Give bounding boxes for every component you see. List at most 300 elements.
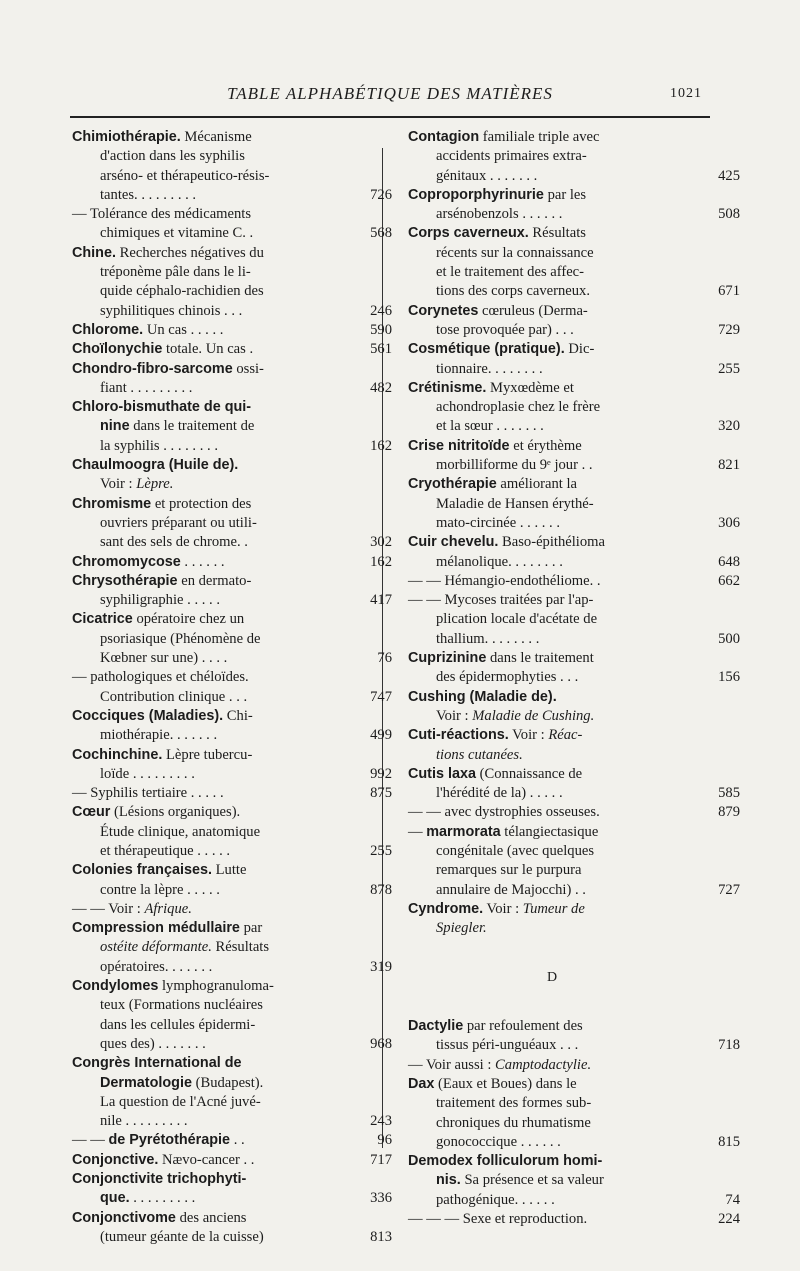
index-line	[408, 726, 696, 745]
index-line	[72, 340, 392, 359]
entry-description: cœruleus (Derma-	[478, 302, 588, 319]
entry-description: en dermato-	[177, 572, 252, 589]
entry-description: accidents primaires extra-	[436, 148, 587, 165]
entry-text	[100, 649, 227, 668]
entry-text	[72, 977, 274, 996]
entry-text	[408, 379, 574, 398]
column-separator	[382, 148, 383, 1148]
entry-description: — Voir aussi :	[408, 1056, 496, 1073]
entry-keyword: Coproporphyrinurie	[408, 186, 544, 203]
entry-description: Voir :	[483, 900, 523, 917]
index-line	[72, 475, 348, 494]
entry-text	[100, 514, 257, 533]
entry-text	[436, 417, 544, 436]
entry-description: morbilliforme du 9ᵉ jour . .	[436, 457, 593, 474]
entry-description: par	[239, 920, 263, 937]
entry-text	[408, 128, 599, 147]
index-line	[408, 456, 740, 475]
entry-description: et le traitement des affec-	[436, 264, 585, 281]
index-line	[72, 360, 348, 379]
page-reference: 590	[370, 321, 392, 338]
entry-keyword: Chimiothérapie.	[72, 129, 181, 145]
index-line	[72, 1228, 392, 1247]
entry-text	[408, 1056, 591, 1075]
entry-text	[436, 919, 487, 938]
entry-description: congénitale (avec quelques	[436, 842, 595, 859]
entry-description: (tumeur géante de la cuisse)	[100, 1228, 264, 1245]
entry-keyword: Dermatologie	[100, 1074, 192, 1091]
running-title: TABLE ALPHABÉTIQUE DES MATIÈRES	[227, 84, 553, 103]
entry-text	[100, 302, 242, 321]
entry-text	[436, 147, 587, 166]
entry-description: — — avec dystrophies osseuses.	[408, 804, 600, 821]
entry-description: tréponème pâle dans le li-	[100, 264, 251, 281]
entry-text	[436, 398, 600, 417]
index-line	[72, 572, 348, 591]
page-reference: 336	[370, 1190, 392, 1207]
page-reference: 992	[370, 765, 392, 782]
index-line	[72, 1016, 348, 1035]
entry-reference: tions cutanées.	[436, 746, 523, 763]
entry-text	[408, 437, 582, 456]
page-reference: 156	[718, 669, 740, 686]
index-line	[408, 263, 696, 282]
page-reference: 727	[718, 881, 740, 898]
index-line	[72, 610, 348, 629]
entry-description: — pathologiques et chéloïdes.	[72, 669, 249, 686]
header-rule	[70, 116, 710, 118]
entry-text	[72, 861, 246, 880]
entry-description: familiale triple avec	[479, 129, 600, 145]
entry-text	[100, 533, 248, 552]
entry-text	[72, 340, 253, 359]
index-line	[72, 726, 392, 745]
page-reference: 747	[370, 688, 392, 705]
entry-text	[100, 263, 251, 282]
entry-description: par les	[543, 186, 587, 203]
entry-text	[436, 514, 560, 533]
index-line	[72, 861, 348, 880]
index-line	[408, 321, 740, 340]
entry-text	[436, 1094, 591, 1113]
entry-text	[408, 1075, 577, 1094]
entry-text	[100, 186, 196, 205]
entry-keyword: Conjonctivite trichophyti-	[72, 1171, 247, 1188]
entry-text	[100, 938, 269, 957]
entry-keyword: Chromomycose	[72, 553, 181, 570]
entry-text	[100, 147, 245, 166]
index-line	[408, 572, 740, 591]
index-line	[408, 746, 696, 765]
entry-description: teux (Formations nucléaires	[100, 997, 263, 1014]
index-line	[72, 398, 348, 417]
entry-text	[436, 1171, 604, 1190]
index-line	[408, 205, 740, 224]
index-line	[72, 649, 392, 668]
entry-text	[72, 919, 262, 938]
entry-description: . . . . . . . . .	[129, 1190, 196, 1207]
index-line	[72, 1209, 348, 1228]
entry-keyword: Chondro-fibro-sarcome	[72, 360, 233, 377]
entry-description: remarques sur le purpura	[436, 862, 582, 879]
page-reference: 76	[377, 650, 392, 667]
index-line	[408, 630, 740, 649]
entry-description: chimiques et vitamine C. .	[100, 225, 254, 242]
index-line	[72, 591, 392, 610]
index-line	[72, 1189, 392, 1208]
entry-keyword: Condylomes	[72, 978, 159, 995]
entry-text	[72, 205, 251, 224]
entry-keyword: Corps caverneux.	[408, 225, 529, 242]
index-line	[72, 900, 348, 919]
entry-description: . .	[230, 1132, 245, 1149]
index-line	[408, 302, 696, 321]
index-line	[72, 533, 392, 552]
entry-description: dans le traitement de	[129, 418, 255, 435]
index-line	[408, 437, 696, 456]
entry-keyword: Chrysothérapie	[72, 572, 178, 589]
entry-description: dans le traitement	[486, 650, 594, 667]
entry-keyword: Conjonctive.	[72, 1151, 159, 1168]
page-reference: 729	[718, 321, 740, 338]
entry-description: (Budapest).	[191, 1074, 264, 1091]
entry-description: Résultats	[528, 225, 586, 242]
index-line	[72, 765, 392, 784]
entry-text	[436, 1191, 555, 1210]
entry-text	[436, 610, 597, 629]
entry-text	[100, 417, 254, 436]
entry-description: nile . . . . . . . . .	[100, 1113, 188, 1130]
entry-description: tantes. . . . . . . . .	[100, 186, 197, 203]
index-line	[408, 881, 740, 900]
index-line	[72, 553, 392, 572]
entry-description: — Tolérance des médicaments	[72, 206, 252, 223]
entry-description: — Syphilis tertiaire . . . . .	[72, 785, 224, 802]
index-line	[72, 263, 348, 282]
left-column	[72, 128, 392, 1247]
index-line	[408, 1094, 696, 1113]
entry-description: Voir :	[100, 476, 137, 493]
index-line	[408, 668, 740, 687]
entry-text	[408, 533, 605, 552]
page-reference: 499	[370, 727, 392, 744]
entry-text	[408, 224, 586, 243]
entry-text	[436, 630, 539, 649]
entry-description: Lutte	[211, 862, 247, 879]
entry-text	[72, 128, 252, 147]
entry-description: Un cas . . . . .	[143, 321, 224, 338]
index-line	[408, 610, 696, 629]
entry-keyword: Cochinchine.	[72, 746, 163, 763]
entry-keyword: Chine.	[72, 244, 116, 261]
entry-text	[408, 1210, 587, 1229]
index-line	[408, 1075, 696, 1094]
entry-text	[72, 1151, 254, 1170]
entry-description: miothérapie. . . . . . .	[100, 727, 218, 744]
entry-description: et la sœur . . . . . . .	[436, 418, 544, 435]
index-line	[408, 707, 696, 726]
page-reference: 320	[718, 418, 740, 435]
entry-text	[100, 1074, 263, 1093]
index-line	[72, 495, 348, 514]
page-number: 1021	[670, 86, 702, 101]
entry-text	[408, 340, 594, 359]
entry-text	[100, 379, 192, 398]
entry-text	[408, 1017, 583, 1036]
entry-text	[100, 224, 253, 243]
index-line	[408, 340, 696, 359]
index-line	[408, 379, 696, 398]
entry-description: psoriasique (Phénomène de	[100, 630, 261, 647]
entry-description: mélanolique. . . . . . . .	[436, 553, 563, 570]
entry-text	[72, 900, 192, 919]
entry-description: génitaux . . . . . . .	[436, 167, 538, 184]
entry-description: sant des sels de chrome. .	[100, 534, 248, 551]
page-reference: 243	[370, 1113, 392, 1130]
entry-keyword: Cutis laxa	[408, 765, 476, 782]
entry-text	[436, 784, 563, 803]
entry-description: récents sur la connaissance	[436, 244, 594, 261]
index-line	[72, 842, 392, 861]
page-reference: 500	[718, 630, 740, 647]
entry-text	[72, 610, 244, 629]
entry-text	[100, 726, 217, 745]
entry-text	[408, 765, 582, 784]
entry-keyword: Cœur	[72, 804, 111, 821]
index-line	[72, 1151, 392, 1170]
entry-text	[100, 765, 195, 784]
entry-description: ques des) . . . . . . .	[100, 1035, 206, 1052]
entry-text	[72, 321, 223, 340]
entry-text	[436, 746, 523, 765]
entry-description: par refoulement des	[463, 1018, 583, 1035]
entry-description: des épidermophyties . . .	[436, 669, 579, 686]
index-line	[408, 861, 696, 880]
index-line	[408, 282, 740, 301]
entry-text	[100, 475, 173, 494]
entry-keyword: marmorata	[426, 823, 501, 840]
entry-keyword: Corynetes	[408, 302, 479, 319]
index-line	[72, 668, 348, 687]
entry-description: quide céphalo-rachidien des	[100, 283, 264, 300]
entry-text	[100, 437, 218, 456]
index-line	[408, 398, 696, 417]
page-reference: 255	[370, 842, 392, 859]
entry-keyword: Conjonctivome	[72, 1209, 176, 1226]
page-reference: 74	[725, 1191, 740, 1208]
entry-keyword: Crise nitritoïde	[408, 437, 510, 454]
entry-keyword: Cosmétique (pratique).	[408, 341, 565, 358]
right-column	[408, 128, 740, 1229]
entry-description: pathogénique. . . . . .	[436, 1191, 555, 1208]
entry-text	[72, 572, 251, 591]
entry-description: des anciens	[175, 1209, 247, 1226]
entry-description: télangiectasique	[500, 823, 599, 840]
entry-description: Lèpre tubercu-	[162, 746, 253, 763]
index-line	[408, 1191, 740, 1210]
page-reference: 662	[718, 572, 740, 589]
index-line	[72, 205, 348, 224]
entry-keyword: Dax	[408, 1075, 435, 1092]
page-reference: 302	[370, 534, 392, 551]
entry-text	[436, 1133, 561, 1152]
entry-description: Baso-épithélioma	[498, 534, 605, 551]
entry-text	[436, 668, 578, 687]
page-reference: 96	[377, 1132, 392, 1149]
entry-keyword: de Pyrétothérapie	[108, 1132, 231, 1149]
spacer	[408, 938, 696, 957]
entry-description: Nævo-cancer . .	[158, 1151, 255, 1168]
entry-text	[100, 282, 264, 301]
index-line	[72, 996, 348, 1015]
entry-text	[436, 842, 594, 861]
entry-text	[408, 900, 585, 919]
page-reference: 726	[370, 186, 392, 203]
entry-text	[436, 881, 586, 900]
entry-keyword: Chlorome.	[72, 321, 144, 338]
index-line	[72, 881, 392, 900]
entry-keyword: que.	[100, 1190, 130, 1207]
entry-text	[72, 1170, 246, 1189]
entry-description: et protection des	[151, 495, 252, 512]
entry-description: fiant . . . . . . . . .	[100, 379, 193, 396]
page-reference: 718	[718, 1037, 740, 1054]
entry-keyword: Colonies françaises.	[72, 862, 212, 879]
entry-description: Maladie de Hansen érythé-	[436, 495, 594, 512]
entry-keyword: Congrès International de	[72, 1055, 242, 1072]
entry-description: dans les cellules épidermi-	[100, 1016, 256, 1033]
page-reference: 671	[718, 283, 740, 300]
entry-description: totale. Un cas .	[162, 341, 254, 358]
page-reference: 648	[718, 553, 740, 570]
index-line	[72, 630, 348, 649]
entry-text	[72, 803, 240, 822]
page-reference: 417	[370, 592, 392, 609]
entry-text	[72, 746, 252, 765]
entry-keyword: Cyndrome.	[408, 900, 484, 917]
page-reference: 246	[370, 302, 392, 319]
entry-description: opératoires. . . . . . .	[100, 958, 213, 975]
entry-description: et thérapeutique . . . . .	[100, 842, 231, 859]
entry-text	[100, 881, 220, 900]
index-line	[408, 823, 696, 842]
entry-reference: Tumeur de	[522, 900, 585, 917]
page-reference: 306	[718, 514, 740, 531]
entry-reference: Spiegler.	[436, 920, 487, 937]
index-line	[72, 456, 348, 475]
entry-description: Contribution clinique . . .	[100, 688, 248, 705]
entry-description: syphilitiques chinois . . .	[100, 302, 243, 319]
page-reference: 255	[718, 360, 740, 377]
index-line	[408, 147, 696, 166]
index-line	[408, 1133, 740, 1152]
entry-text	[436, 244, 594, 263]
entry-keyword: Cuir chevelu.	[408, 534, 499, 551]
entry-keyword: nis.	[436, 1172, 461, 1189]
entry-text	[100, 842, 230, 861]
entry-description: (Eaux et Boues) dans le	[434, 1075, 577, 1092]
entry-description: . . . . . .	[180, 553, 225, 570]
entry-description: plication locale d'acétate de	[436, 611, 598, 628]
entry-text	[408, 186, 586, 205]
index-line	[72, 1131, 392, 1150]
index-line	[72, 1093, 348, 1112]
index-line	[72, 1035, 392, 1054]
index-line	[72, 167, 348, 186]
entry-text	[100, 1189, 195, 1208]
entry-reference: Afrique.	[144, 900, 192, 917]
page-reference: 508	[718, 206, 740, 223]
entry-keyword: Choïlonychie	[72, 341, 163, 358]
index-line	[408, 360, 740, 379]
index-line	[408, 244, 696, 263]
entry-keyword: Chaulmoogra (Huile de).	[72, 457, 239, 474]
entry-keyword: Cryothérapie	[408, 476, 497, 493]
index-line	[408, 803, 740, 822]
entry-description: ossi-	[232, 360, 264, 377]
index-line	[72, 128, 348, 147]
entry-description: ouvriers préparant ou utili-	[100, 514, 257, 531]
entry-text	[408, 572, 601, 591]
entry-description: — — Hémangio-endothéliome. .	[408, 572, 601, 589]
entry-text	[436, 321, 574, 340]
index-line	[408, 688, 696, 707]
entry-description: tions des corps caverneux.	[436, 283, 590, 300]
entry-description: achondroplasie chez le frère	[436, 399, 601, 416]
entry-text	[100, 591, 220, 610]
entry-description: La question de l'Acné juvé-	[100, 1093, 261, 1110]
page-reference: 224	[718, 1211, 740, 1228]
entry-keyword: Demodex folliculorum homi-	[408, 1153, 603, 1170]
entry-text	[100, 1228, 264, 1247]
entry-reference: ostéite déformante.	[100, 939, 212, 956]
entry-description: améliorant la	[496, 476, 578, 493]
entry-text	[436, 553, 563, 572]
entry-text	[436, 205, 562, 224]
entry-text	[72, 456, 238, 475]
entry-text	[408, 302, 588, 321]
index-line	[72, 823, 348, 842]
index-line	[408, 1171, 696, 1190]
entry-reference: Maladie de Cushing.	[472, 707, 595, 724]
entry-description: la syphilis . . . . . . . .	[100, 437, 218, 454]
entry-description: tissus péri-unguéaux . . .	[436, 1037, 579, 1054]
index-line	[408, 224, 696, 243]
page-reference: 813	[370, 1228, 392, 1245]
entry-reference: Camptodactylie.	[495, 1056, 592, 1073]
entry-text	[408, 726, 582, 745]
entry-description: et érythème	[509, 437, 582, 454]
entry-keyword: Crétinisme.	[408, 379, 487, 396]
index-line	[408, 1114, 696, 1133]
page-reference: 815	[718, 1133, 740, 1150]
index-line	[408, 553, 740, 572]
entry-keyword: Contagion	[408, 129, 480, 145]
entry-description: — — Voir :	[72, 900, 145, 917]
entry-text	[100, 1112, 188, 1131]
entry-description: Sa présence et sa valeur	[460, 1172, 604, 1189]
entry-keyword: nine	[100, 418, 130, 435]
entry-text	[436, 495, 594, 514]
entry-description: mato-circinée . . . . . .	[436, 514, 560, 531]
page-reference: 162	[370, 437, 392, 454]
entry-dash: —	[408, 823, 427, 840]
entry-description: Kœbner sur une) . . . .	[100, 650, 228, 667]
page-reference: 162	[370, 553, 392, 570]
entry-text	[72, 1131, 245, 1150]
index-line	[72, 938, 348, 957]
page-reference: 319	[370, 958, 392, 975]
